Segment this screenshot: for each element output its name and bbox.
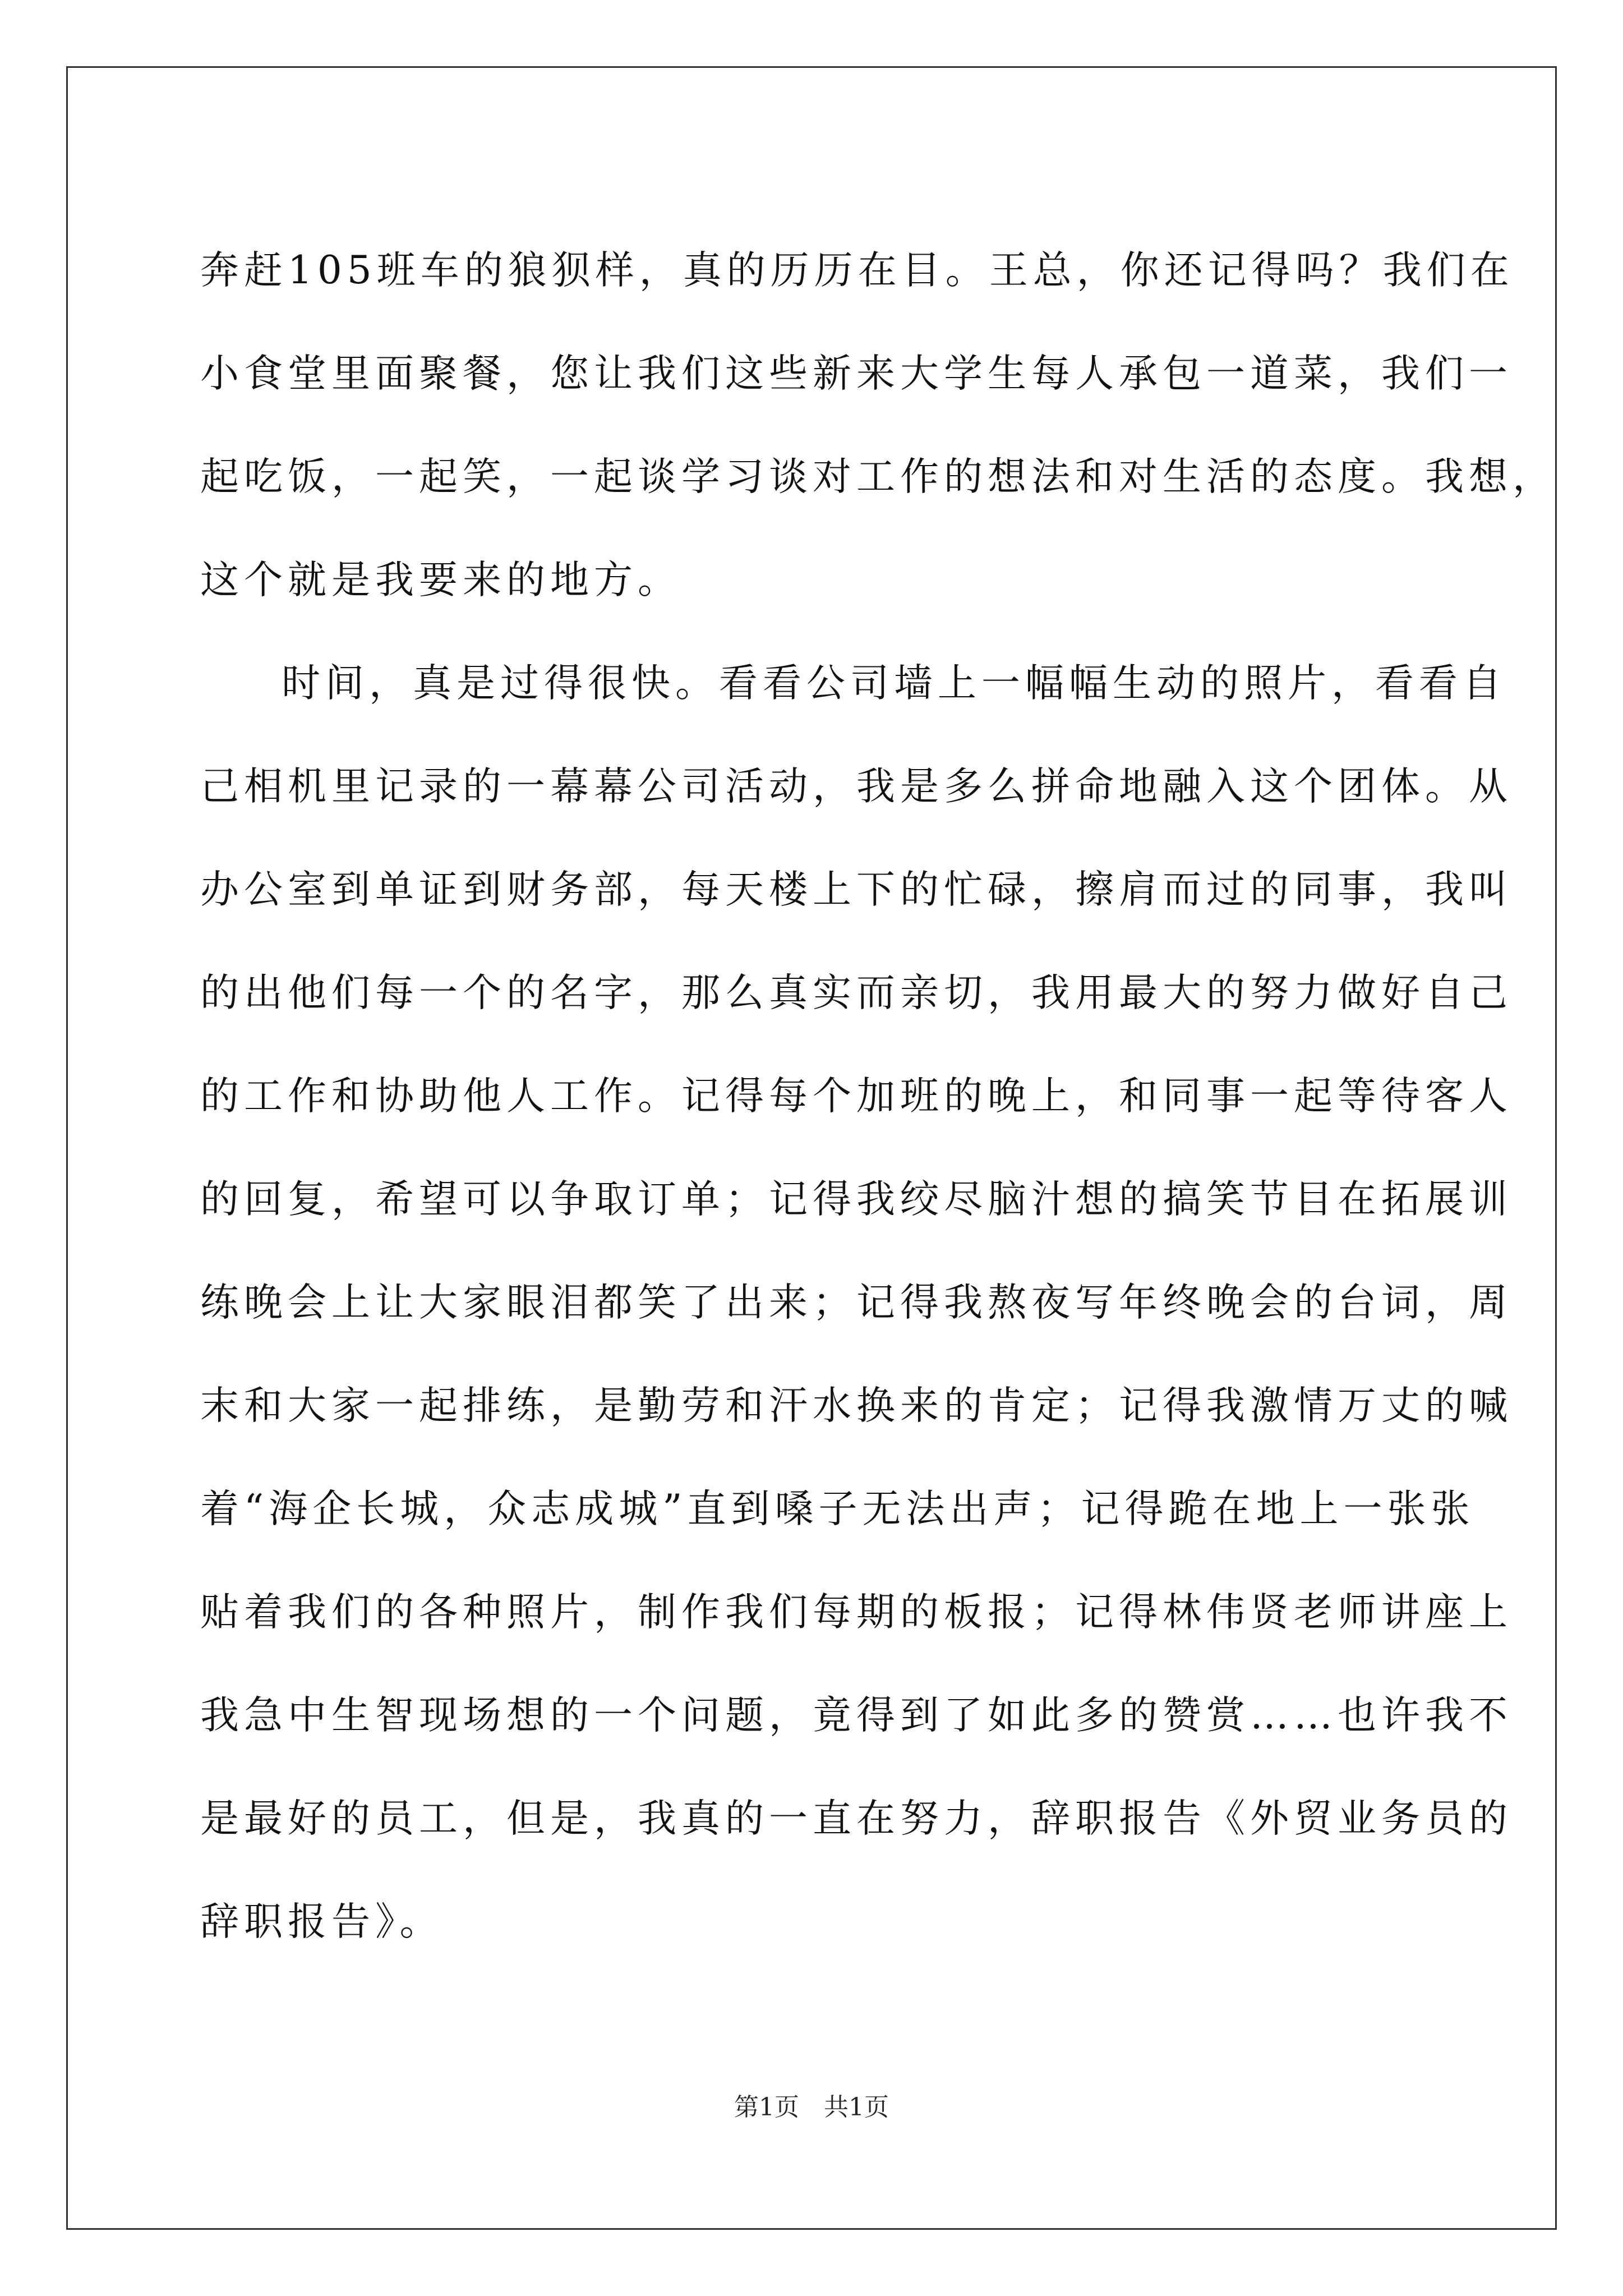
paragraph-start-line: 时间，真是过得很快。看看公司墙上一幅幅生动的照片，看看自 <box>282 661 1506 706</box>
text-line: 末和大家一起排练，是勤劳和汗水换来的肯定；记得我激情万丈的喊 <box>200 1383 1513 1428</box>
page-number-footer: 第1页 共1页 <box>734 2093 889 2122</box>
text-line: 的工作和协助他人工作。记得每个加班的晚上，和同事一起等待客人 <box>200 1074 1513 1119</box>
text-line: 己相机里记录的一幕幕公司活动，我是多么拼命地融入这个团体。从 <box>200 764 1513 809</box>
text-line: 辞职报告》。 <box>200 1899 444 1944</box>
document-body <box>200 219 1556 1973</box>
text-line: 是最好的员工，但是，我真的一直在努力，辞职报告《外贸业务员的 <box>200 1796 1513 1841</box>
text-line: 小食堂里面聚餐，您让我们这些新来大学生每人承包一道菜，我们一 <box>200 351 1513 396</box>
text-line: 我急中生智现场想的一个问题，竟得到了如此多的赞赏……也许我不 <box>200 1693 1513 1738</box>
text-line: 奔赶105班车的狼狈样，真的历历在目。王总，你还记得吗？我们在 <box>200 248 1514 293</box>
text-line: 练晚会上让大家眼泪都笑了出来；记得我熬夜写年终晚会的台词，周 <box>200 1280 1513 1325</box>
text-line: 着“海企长城，众志成城”直到嗓子无法出声；记得跪在地上一张张 <box>200 1487 1475 1531</box>
text-line: 办公室到单证到财务部，每天楼上下的忙碌，擦肩而过的同事，我叫 <box>200 867 1513 912</box>
text-line: 的出他们每一个的名字，那么真实而亲切，我用最大的努力做好自己 <box>200 970 1513 1015</box>
text-line: 贴着我们的各种照片，制作我们每期的板报；记得林伟贤老师讲座上 <box>200 1590 1513 1635</box>
text-line: 的回复，希望可以争取订单；记得我绞尽脑汁想的搞笑节目在拓展训 <box>200 1177 1513 1222</box>
text-line: 起吃饭，一起笑，一起谈学习谈对工作的想法和对生活的态度。我想， <box>200 454 1556 499</box>
text-line: 这个就是我要来的地方。 <box>200 558 681 602</box>
